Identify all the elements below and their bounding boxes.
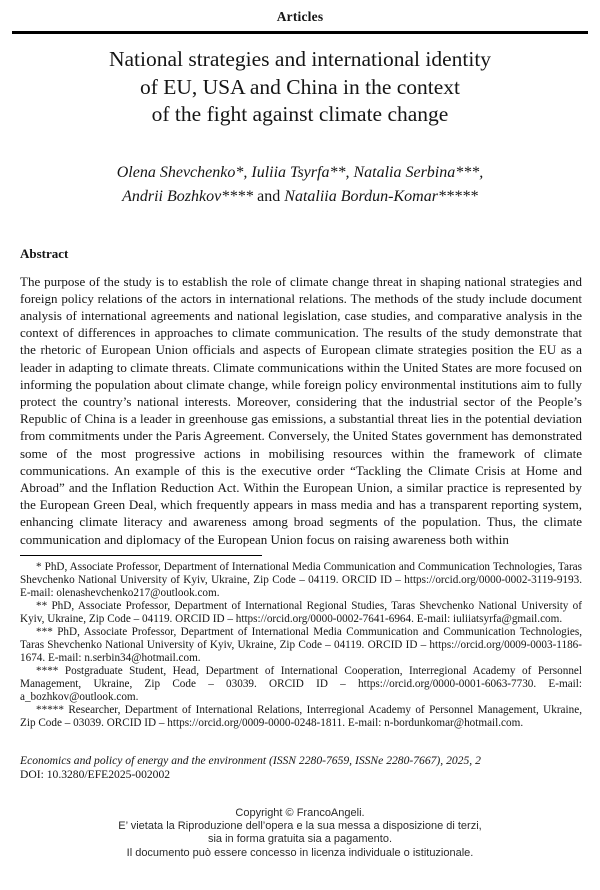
- authors-line-1: Olena Shevchenko*, Iuliia Tsyrfa**, Natalia Serbina***,: [116, 163, 484, 181]
- title-line-2: of EU, USA and China in the context: [139, 74, 461, 99]
- journal-info: [20, 754, 582, 783]
- title-line-3: of the fight against climate change: [151, 102, 449, 126]
- footnote-author-1: * PhD, Associate Professor, Department of International Media Communication and Communication Technologies, Taras Shevchenko National University of Kyiv, Ukraine, Zip Code – 04119. ORCID ID – https://orcid.org/0000-0002-3119-9193. E-mail: olenashevchenko217@outlook.com.: [20, 560, 582, 599]
- footnote-separator-rule: [20, 555, 262, 556]
- footnotes-block: [20, 561, 582, 730]
- article-title: [30, 46, 570, 129]
- abstract-text: The purpose of the study is to establish the role of climate change threat in shaping national strategies and foreign policy relations of the actors in international relations. The methods of the study include document analysis of international agreements and national legislation, case studies, and comparative analysis in the context of differences in approaches to climate communication. The results of the study demonstrate that the rhetoric of European Union officials and aspects of European climate strategies position the EU as a leader in adapting to climate threats. Climate communications within the United States are more focused on informing the population about climate change, while foreign policy environmental institutions aim to fully protect the country’s national interests. Moreover, considering that the industrial sector of the People’s Republic of China is a leader in greenhouse gas emissions, a substantial threat lies in the potential deviation from commitments under the Paris Agreement. Conversely, the United States government has demonstrated some of the most progressive actions in mobilising resources within the framework of climate communications. An example of this is the executive order “Tackling the Climate Crisis at Home and Abroad” and the Inflation Reduction Act. Within the European Union, a similar practice is represented by the European Green Deal, which frequently appears in mass media and has a transparent reporting system, enhancing climate literacy and awareness among broad segments of the population. Thus, the climate communication and diplomacy of the European Union focus on raising awareness both within: [20, 273, 582, 547]
- abstract-heading: Abstract: [20, 245, 69, 261]
- footnote-author-3: *** PhD, Associate Professor, Department of International Media Communication and Communication Technologies, Taras Shevchenko National University of Kyiv, Ukraine, Zip Code – 04119. ORCID ID – https://orcid.org/0009-0003-1186-1674. E-mail: n.serbin34@hotmail.com.: [20, 625, 582, 664]
- header-rule: [12, 31, 588, 34]
- copyright-line-1: Copyright © FrancoAngeli.: [235, 806, 365, 819]
- author-bozhkov: Andrii Bozhkov****: [122, 187, 254, 205]
- authors-block: [30, 161, 570, 209]
- footnote-author-2: ** PhD, Associate Professor, Department of International Regional Studies, Taras Shevchenko National University of Kyiv, Ukraine, Zip Code – 04119. ORCID ID – https://orcid.org/0000-0002-7641-6964. E-mail: iuliiatsyrfa@gmail.com.: [20, 599, 582, 625]
- section-label: Articles: [276, 9, 324, 24]
- copyright-line-4: Il documento può essere concesso in licenza individuale o istituzionale.: [126, 846, 474, 859]
- footnote-author-5: ***** Researcher, Department of International Relations, Interregional Academy of Personnel Management, Ukraine, Zip Code – 03039. ORCID ID – https://orcid.org/0009-0000-0248-1811. E-mail: n-bordunkomar@hotmail.com.: [20, 703, 582, 729]
- footnote-author-4: **** Postgraduate Student, Head, Department of International Cooperation, Interregional Academy of Personnel Management, Ukraine, Zip Code – 03039. ORCID ID – https://orcid.org/0000-0001-6063-7730. E-mail: a_bozhkov@outlook.com.: [20, 664, 582, 703]
- doi-line: DOI: 10.3280/EFE2025-002002: [20, 768, 171, 782]
- author-bordun-komar: Nataliia Bordun-Komar*****: [284, 187, 478, 205]
- title-line-1: National strategies and international identity: [108, 47, 492, 71]
- copyright-line-3: sia in forma gratuita sia a pagamento.: [207, 833, 393, 846]
- journal-title-issn: Economics and policy of energy and the environment (ISSN 2280-7659, ISSNe 2280-7667), 2025, 2: [20, 753, 481, 767]
- copyright-line-2: E’ vietata la Riproduzione dell’opera e la sua messa a disposizione di terzi,: [118, 820, 482, 833]
- authors-connector: and: [253, 187, 285, 205]
- copyright-block: [0, 807, 600, 860]
